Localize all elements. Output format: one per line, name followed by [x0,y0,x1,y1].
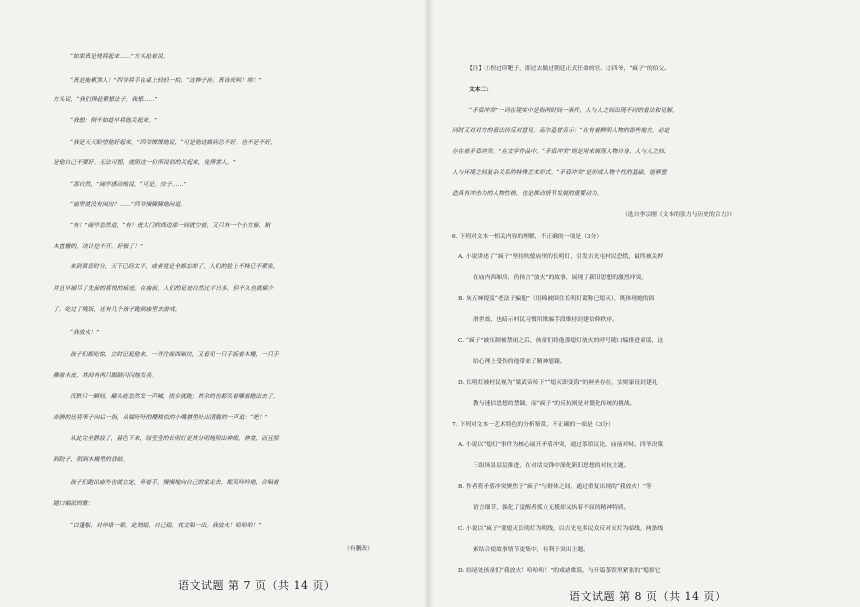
text-line: 孩子们跑出庙外也就立定，牵着手，慢慢地向自己的家走去，都笑吟吟地，合唱着 [70,480,279,486]
text-line: 随口编派的歌： [53,501,94,507]
text-line: 人与环境之间复杂关系的特殊艺术形式。“矛盾冲突”是形成人物个性的基础，能够塑 [452,170,667,176]
option-a: A. 小说讲述了“疯子”坚持吹熄庙里的长明灯，引发吉光屯村民恐慌，最终被关押 [458,254,664,260]
text-line: 撕着木皮，其间有两只眼睛闪闪地发亮。 [53,373,158,379]
page-footer: 语文试题 第 7 页（共 14 页） [178,579,336,592]
source-note: （选自李宗刚《文本的张力与历史的合力》） [622,212,736,218]
text-line: “白篷船，对岸歇一歇。此刻熄，自己熄。戏文唱一出。我放火！哈哈哈！” [70,523,262,529]
text-line: 来到黄昏时分，天下已经太平，或者竟是全都忘却了，人们的脸上不特已不紧张， [70,264,279,270]
text-line: 沉默只一瞬间，癞头疮忽然发一声喊，拔步就跑；其余的也都笑着嚷着跑出去了。 [70,394,279,400]
option-b: B. 作者将矛盾冲突聚焦于“疯子”与群体之间，通过重复出现的“我放火！”等 [458,484,652,490]
text-line: “那自然，”阔亭感动地说，“可是，房子……” [70,182,187,188]
text-line: “我是天天盼望他好起来，”四爷缓缓地说，“可是他这疯病总不好。也不是不好， [70,140,276,146]
text-line: 到院子，照到木栅里的昏暗。 [53,457,129,463]
option-c: C. “疯子”被压制被禁闭之后，孩童们将他那熄灯放火的呼号随口编排进童谣，这 [458,338,664,344]
option-d: D. 结尾处孩童们“我放火！哈哈哈！”的戏谑歌谣，与开篇茶馆里紧张的“熄掉它 [458,568,661,574]
text-line: “庙里就没有闲房？……”四爷慢腾腾地问道。 [70,202,187,208]
text-line: “有！”阔亭忽然道，“有！进大门的西边那一间就空着，又只有一个小方窗，粗 [70,223,271,229]
text-line: 孩子们都吃惊，立时记起他来，一齐注视西厢房，又看见一只手扳着木栅，一只手 [70,352,279,358]
text-line: 并且早褪尽了先前的喜悦的痕迹。在庙前，人们的足迹自然比平日多，但不久也就稀少 [53,286,274,292]
text-line: 了。吃过了晚饭，还有几个孩子跑到庙里去游戏。 [53,307,181,313]
text-line: 造具有冲击力的人物性格，也是推动情节发展的重要动力。 [452,191,603,197]
text-line: 存在着矛盾冲突。”在文学作品中，“矛盾冲突”则是用来展现人物自身、人与人之间、 [452,149,670,155]
question-7: 7. 下列对文本一艺术特色的分析鉴赏，不正确的一项是（3分） [452,422,614,428]
option-text: 给心理上受伤的他带来了精神慰藉。 [473,359,566,365]
text-line: “真是拖累煞人！”四爷将手在桌上轻轻一拍，“这种子孙，真该死呵！唉！” [70,78,262,84]
text-line: 同时又对对方的看法持反对意见。高尔基曾表示：“在有着鲜明人物的那些地方，必定 [452,128,670,134]
right-page [432,0,860,607]
option-b: B. 灰五婶提及“老法子骗他”（用棉被围住长明灯谎称已熄灭），既体现她的固 [458,296,655,302]
text-line: 从此完全静寂了，暮色下来，绿莹莹的长明灯更其分明地照出神殿，神龛，而且照 [70,436,279,442]
text-line: “如果真是烧将起来……”方头抢着说。 [70,54,169,60]
question-6: 6. 下列对文本一相关内容的理解，不正确的一项是（3分） [452,234,603,240]
source-note: （有删改） [344,546,373,552]
option-d: D. 长明灯被村民视为“梁武帝传下”“熄灭即变海”的神圣存在，实则象征封建礼 [458,380,658,386]
option-text: 三组场景层层推进，在对话交锋中深化新旧思想的对抗主题。 [473,463,630,469]
text-line: “我放火！” [70,330,100,336]
text-line: “我想：倒不如趁早将他关起来。” [70,118,158,124]
section-title: 文本二： [469,87,493,93]
text-line: 方头说，“我们得赶紧想法子。我想……” [53,97,158,103]
text-line: “矛盾冲突”一词在现实中是指两时间一事件，人与人之间出现不同的看法和见解， [469,108,678,114]
text-line: 木直栅的，决计挖不开。好极了！” [53,244,143,250]
note-line: 【注】①捏过印靶子，即过去做过朝廷正式任命的官。②四爷，“疯子”的伯父。 [467,66,671,72]
option-a: A. 小说以“熄灯”事件为核心展开矛盾冲突，通过茶馆议论、庙前对峙、四爷决策 [458,442,664,448]
text-line: 是他自己不要好。无法可想，就照这一位所说似的关起来，免得害人。” [53,160,236,166]
option-text: 在庙内西厢房，仍扬言“放火”的故事，展现了新旧思想的激烈冲突。 [473,275,648,281]
option-text: 滑世故，也暗示村民习惯用欺骗手段维持封建信仰秩序。 [473,317,618,323]
option-text: 教与迷信思想的禁锢，而“疯子”的反抗则是对僵化传统的挑战。 [473,401,636,407]
left-page [0,0,428,607]
option-text: 语言细节，强化了觉醒者孤立无援却又执着不屈的精神特质。 [473,505,630,511]
option-c: C. 小说以“疯子”要熄灭长明灯为明线，以吉光屯多民众反对灭灯为暗线，两条线 [458,526,664,532]
option-text: 索结合使故事情节更集中，有利于突出主题。 [473,547,589,553]
page-footer: 语文试题 第 8 页（共 14 页） [569,590,727,603]
text-line: 赤膊的还将苇子向后一指，从喘吁吁的樱桃似的小嘴唇里吐出清脆的一声道：“吧！” [53,415,268,421]
